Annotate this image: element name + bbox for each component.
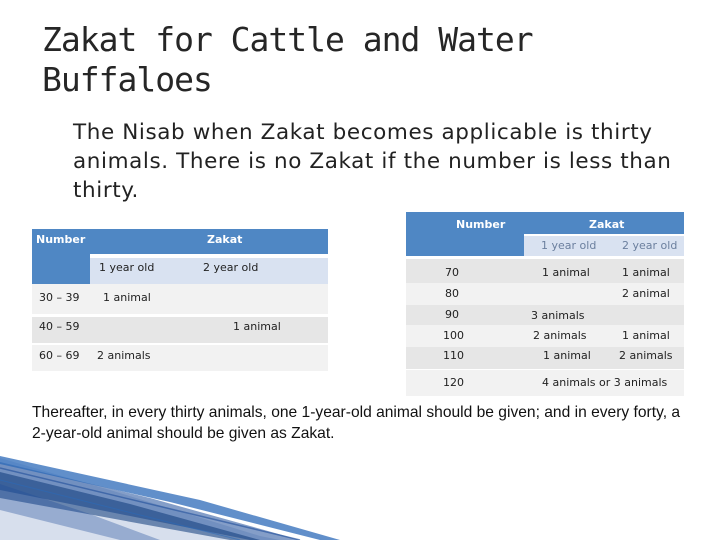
right-table-zakat-header: Zakat [589, 218, 625, 231]
left-row2-two-year: 1 animal [233, 320, 281, 333]
right-row1-number: 70 [445, 266, 459, 279]
left-row3-one-year: 2 animals [97, 349, 151, 362]
right-row3-number: 90 [445, 308, 459, 321]
right-row1-two-year: 1 animal [622, 266, 670, 279]
right-table-number-header-cell [406, 234, 524, 256]
left-row2-number: 40 – 59 [39, 320, 80, 333]
right-row5-one-year: 1 animal [543, 349, 591, 362]
right-row4-one-year: 2 animals [533, 329, 587, 342]
left-table-zakat-header: Zakat [207, 233, 243, 246]
left-table-number-header: Number [36, 233, 86, 246]
right-table-header-bar [406, 212, 684, 234]
left-row1-number: 30 – 39 [39, 291, 80, 304]
decorative-stripes [0, 450, 720, 540]
right-row1-one-year: 1 animal [542, 266, 590, 279]
right-row2-number: 80 [445, 287, 459, 300]
right-row5-two-year: 2 animals [619, 349, 673, 362]
right-table-number-header: Number [456, 218, 506, 231]
left-row3-number: 60 – 69 [39, 349, 80, 362]
right-table-two-year-header: 2 year old [622, 239, 678, 252]
right-row5-number: 110 [443, 349, 464, 362]
left-table-number-header-cell [32, 254, 90, 284]
right-row6-number: 120 [443, 376, 464, 389]
left-table-two-year-header: 2 year old [203, 261, 259, 274]
right-table-one-year-header: 1 year old [541, 239, 597, 252]
zakat-note: Thereafter, in every thirty animals, one 1-year-old animal should be given; and in every forty, a 2-year-old animal should be given as Zakat. [32, 404, 681, 442]
right-row6-combined: 4 animals or 3 animals [542, 376, 668, 389]
slide-title: Zakat for Cattle and Water Buffaloes [42, 20, 533, 99]
left-row1-one-year: 1 animal [103, 291, 151, 304]
right-row3-one-year: 3 animals [531, 309, 585, 322]
bullet-text: The Nisab when Zakat becomes applicable is thirty animals. There is no Zakat if the number is less than thirty. [73, 120, 672, 203]
left-table-one-year-header: 1 year old [99, 261, 155, 274]
right-row4-number: 100 [443, 329, 464, 342]
right-row4-two-year: 1 animal [622, 329, 670, 342]
right-row2-two-year: 2 animal [622, 287, 670, 300]
